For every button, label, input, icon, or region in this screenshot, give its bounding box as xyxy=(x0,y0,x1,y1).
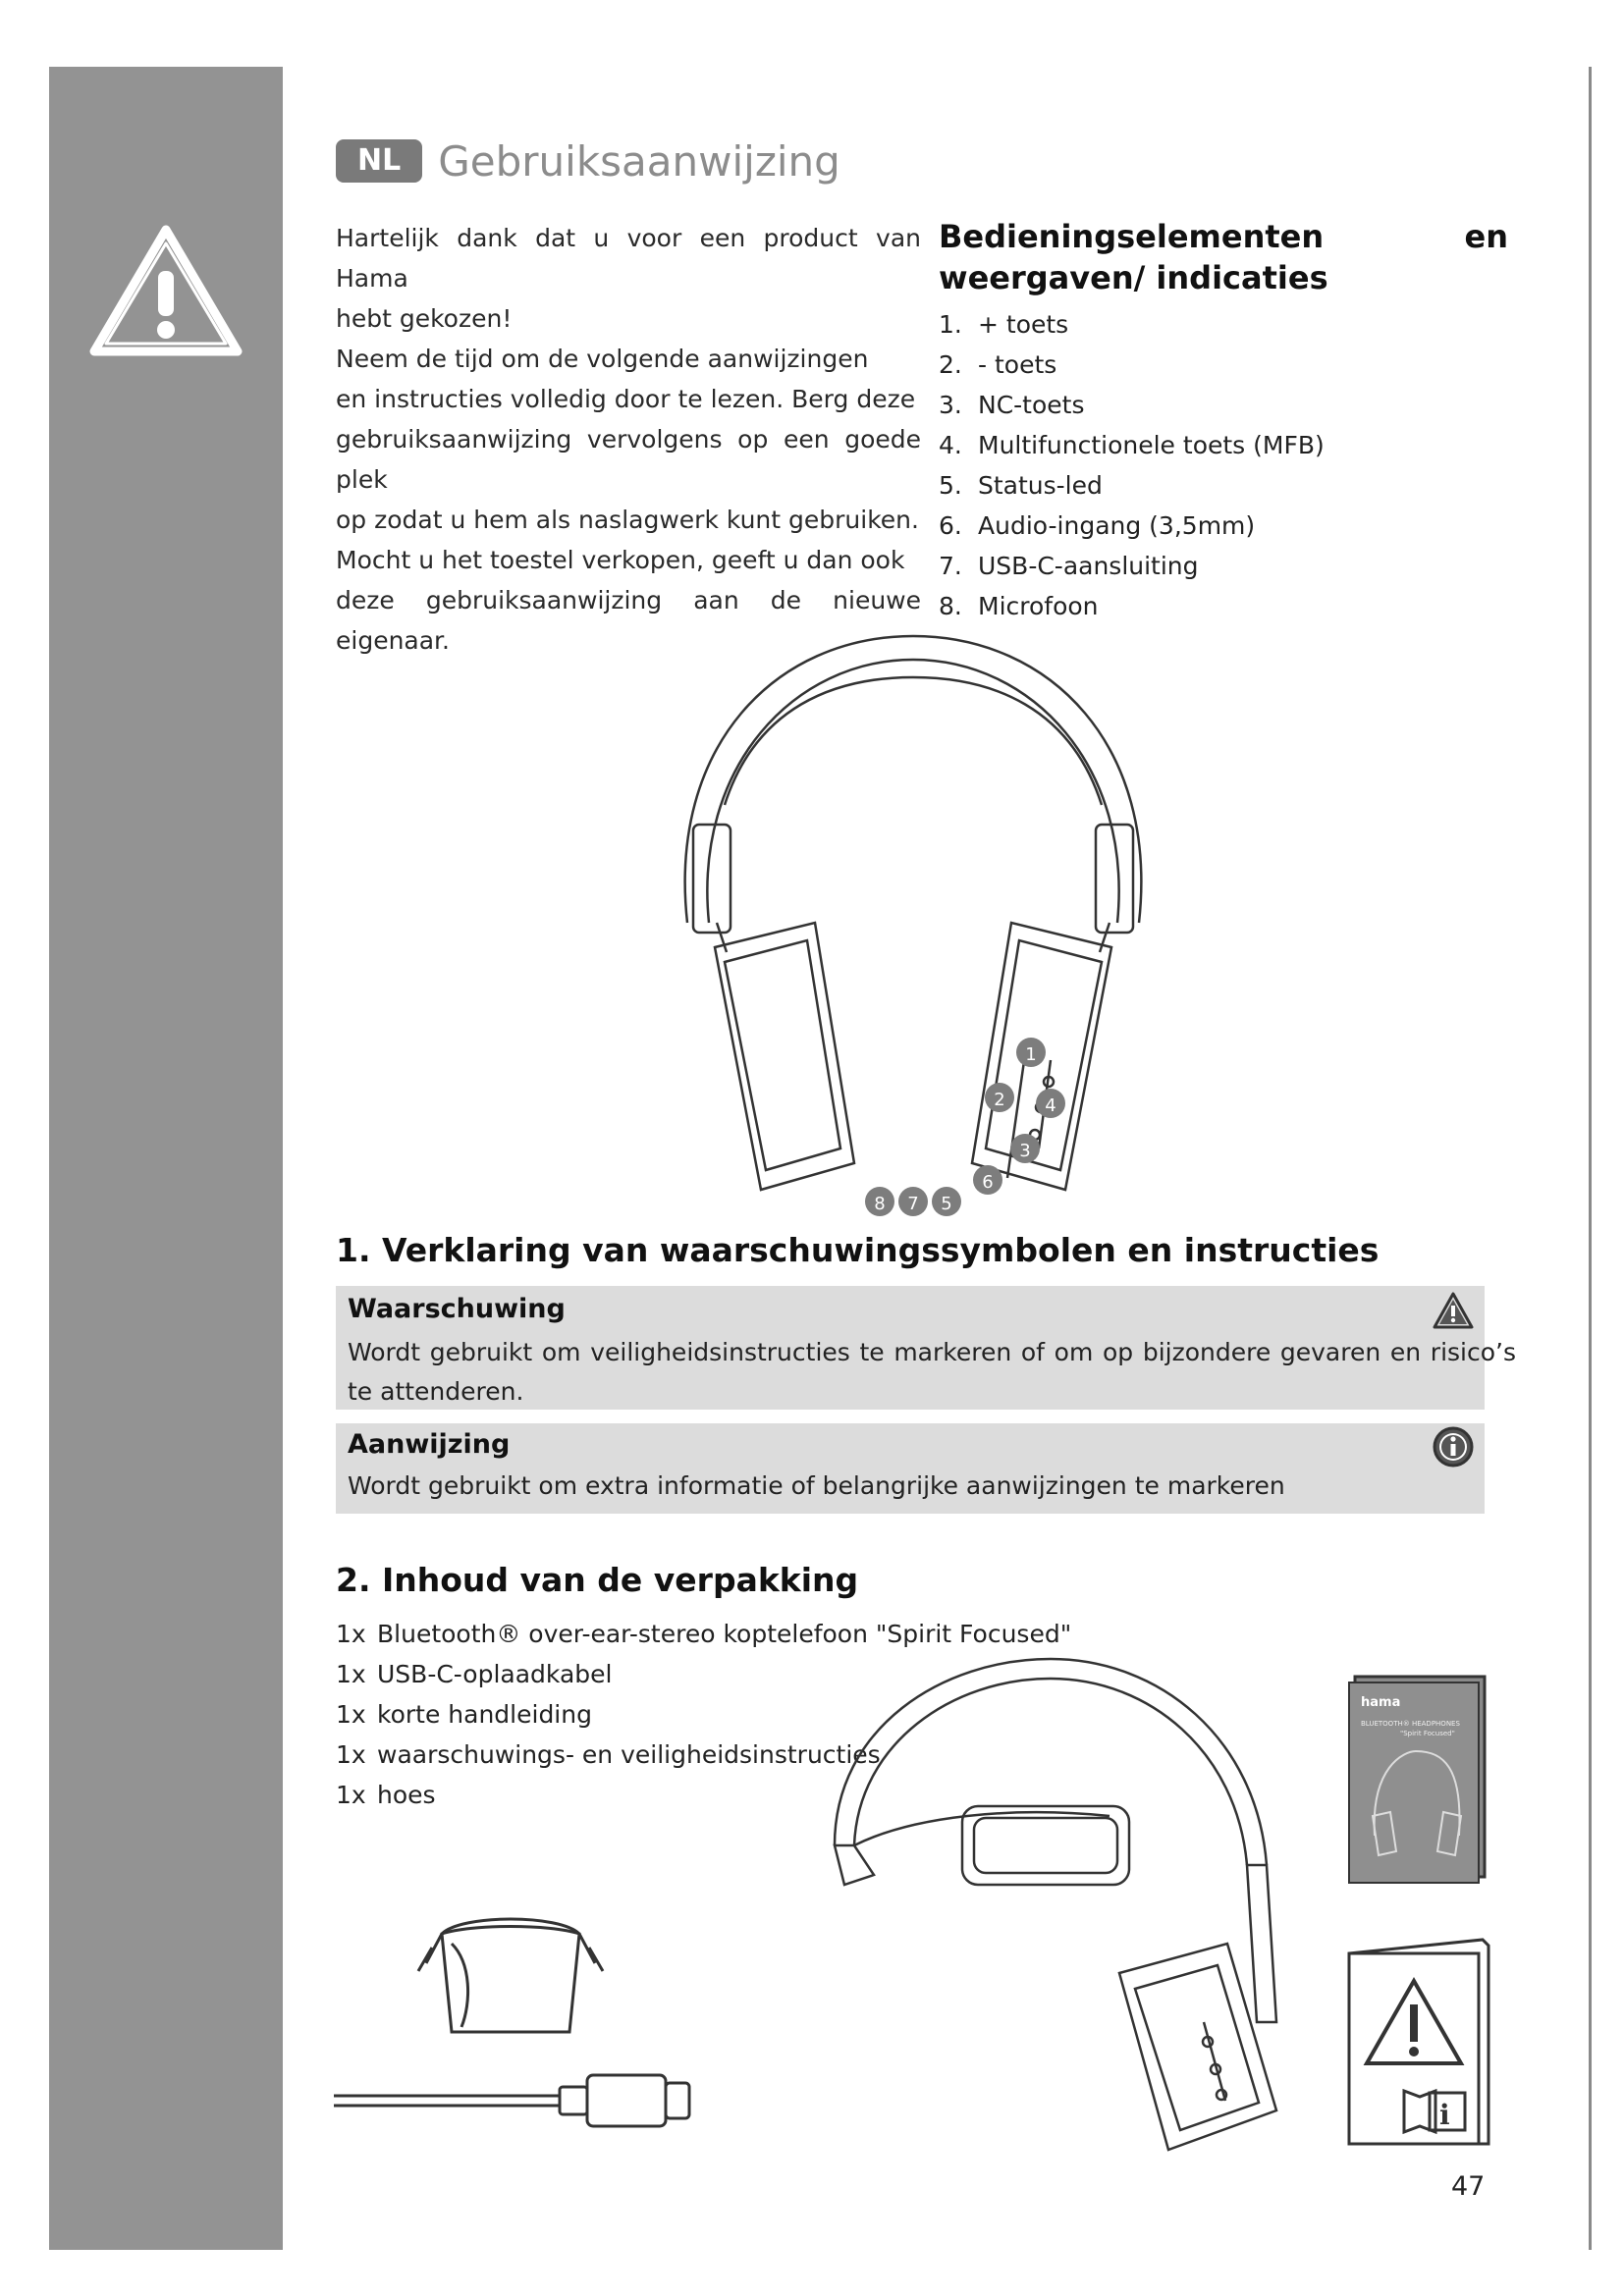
section-2-heading: 2. Inhoud van de verpakking xyxy=(336,1561,859,1599)
callout-label: 1 xyxy=(1025,1044,1037,1065)
note-box xyxy=(336,1423,1485,1514)
headphone-folded-illustration xyxy=(815,1649,1286,2160)
page-number: 47 xyxy=(1451,2171,1486,2202)
item-label: korte handleiding xyxy=(377,1700,592,1729)
callout-label: 7 xyxy=(907,1194,919,1214)
intro-line: op zodat u hem als naslagwerk kunt gebruiken. xyxy=(336,506,919,534)
item-number: 4. xyxy=(939,431,962,459)
callout-label: 8 xyxy=(874,1194,886,1214)
quick-guide-illustration xyxy=(1345,1669,1492,1885)
callout-label: 3 xyxy=(1019,1141,1031,1161)
item-number: 6. xyxy=(939,511,962,540)
item-label: USB-C-aansluiting xyxy=(978,552,1199,580)
list-item xyxy=(939,425,1325,465)
warning-text: Wordt gebruikt om veiligheidsinstructies te markeren of om op bijzondere gevaren en risico’s te attenderen. xyxy=(348,1338,1516,1406)
list-item xyxy=(939,465,1325,506)
item-label: USB-C-oplaadkabel xyxy=(377,1660,613,1688)
list-item xyxy=(939,506,1325,546)
warning-box xyxy=(336,1286,1516,1410)
item-label: Bluetooth® over-ear-stereo koptelefoon "Spirit Focused" xyxy=(377,1620,1072,1648)
list-item xyxy=(939,304,1325,345)
item-label: hoes xyxy=(377,1781,436,1809)
callout-label: 6 xyxy=(982,1172,994,1193)
warning-triangle-icon xyxy=(86,222,245,361)
list-item xyxy=(336,1614,1071,1654)
item-number: 1. xyxy=(939,310,962,339)
item-number: 5. xyxy=(939,471,962,500)
intro-line: hebt gekozen! xyxy=(336,304,513,333)
intro-paragraph xyxy=(336,218,921,661)
sidebar-band xyxy=(49,67,283,2250)
item-number: 8. xyxy=(939,592,962,620)
intro-line: Hartelijk dank dat u voor een product van Hama xyxy=(336,224,921,293)
item-label: waarschuwings- en veiligheidsinstructies xyxy=(377,1740,881,1769)
safety-instructions-illustration xyxy=(1345,1924,1492,2150)
item-quantity: 1x xyxy=(336,1781,366,1809)
controls-heading: Bedieningselementen en weergaven/ indicaties xyxy=(939,218,1508,296)
info-i-glyph: i xyxy=(1439,2099,1450,2131)
item-label: NC-toets xyxy=(978,391,1085,419)
manual-product-name: "Spirit Focused" xyxy=(1400,1730,1455,1737)
section-1-heading: 1. Verklaring van waarschuwingssymbolen en instructies xyxy=(336,1231,1380,1269)
list-item xyxy=(939,546,1325,586)
item-label: Microfoon xyxy=(978,592,1099,620)
warning-triangle-icon xyxy=(1432,1290,1475,1333)
intro-line: Mocht u het toestel verkopen, geeft u dan ook xyxy=(336,546,905,574)
manual-product-line: BLUETOOTH® HEADPHONES xyxy=(1361,1720,1460,1728)
item-number: 2. xyxy=(939,350,962,379)
callout-label: 5 xyxy=(941,1194,952,1214)
item-label: - toets xyxy=(978,350,1057,379)
language-header xyxy=(336,135,840,187)
item-label: Multifunctionele toets (MFB) xyxy=(978,431,1325,459)
intro-line: en instructies volledig door te lezen. Berg deze xyxy=(336,385,916,413)
item-quantity: 1x xyxy=(336,1740,366,1769)
page-title: Gebruiksaanwijzing xyxy=(438,136,840,186)
pouch-illustration xyxy=(412,1885,609,2042)
callout-label: 2 xyxy=(994,1090,1005,1110)
callout-group xyxy=(865,1038,1065,1216)
callout-label: 4 xyxy=(1045,1095,1056,1116)
list-item xyxy=(939,385,1325,425)
item-quantity: 1x xyxy=(336,1660,366,1688)
item-quantity: 1x xyxy=(336,1620,366,1648)
note-label: Aanwijzing xyxy=(348,1429,511,1460)
item-label: Audio-ingang (3,5mm) xyxy=(978,511,1256,540)
list-item xyxy=(939,586,1325,626)
item-quantity: 1x xyxy=(336,1700,366,1729)
headphone-front-illustration xyxy=(628,628,1178,1237)
intro-line: deze gebruiksaanwijzing aan de nieuwe eigenaar. xyxy=(336,586,921,655)
item-number: 7. xyxy=(939,552,962,580)
note-text: Wordt gebruikt om extra informatie of belangrijke aanwijzingen te markeren xyxy=(348,1471,1285,1500)
item-number: 3. xyxy=(939,391,962,419)
item-label: Status-led xyxy=(978,471,1103,500)
item-label: + toets xyxy=(978,310,1069,339)
controls-list xyxy=(939,304,1325,626)
info-circle-icon xyxy=(1432,1425,1475,1468)
right-margin-rule xyxy=(1589,67,1592,2250)
warning-label: Waarschuwing xyxy=(348,1294,566,1324)
usb-c-cable-illustration xyxy=(334,2061,697,2140)
manual-brand: hama xyxy=(1361,1695,1401,1710)
list-item xyxy=(939,345,1325,385)
language-tag: NL xyxy=(336,139,422,183)
intro-line: gebruiksaanwijzing vervolgens op een goede plek xyxy=(336,425,921,494)
intro-line: Neem de tijd om de volgende aanwijzingen xyxy=(336,345,869,373)
